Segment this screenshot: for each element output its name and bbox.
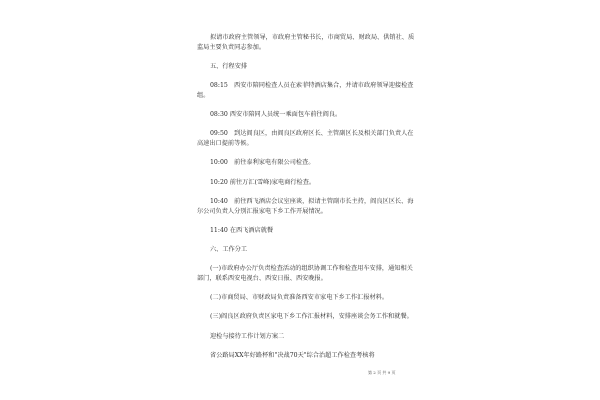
page-indicator: 第 2 页 共 9 页 (368, 370, 396, 375)
itinerary-item: 10:40 前往西飞酒店会议室座谈，拟请主管副市长主持，阎良区区长、海尔公司负责人分别汇报家电下乡工作开展情况。 (197, 197, 414, 215)
division-item: (一)市政府办公厅负责检查活动的组织协调工作和检查用车安排，通知相关部门，联系西安电视台、西安日报、西安晚报。 (197, 265, 413, 283)
paragraph-attendees: 拟请市政府主管领导，市政府主管秘书长，市商贸局、财政局、供销社、质监局主要负责同志参加。 (197, 34, 415, 51)
itinerary-item: 08:30 西安市陪同人员统一乘面包车前往阎良。 (210, 110, 342, 118)
itinerary-item: 10:20 前往万汇(雪峰)家电商行检查。 (210, 178, 316, 186)
document-body (197, 33, 417, 370)
plan-intro: 省公路局XX年好路杯和"决战70天"综合治超工作检查考核将 (210, 352, 375, 360)
section-heading-division: 六、工作分工 (210, 246, 248, 254)
division-item: (二)市商贸局、市财政局负责准备西安市家电下乡工作汇报材料。 (210, 294, 389, 302)
itinerary-item: 08:15 西安市陪同检查人员在索菲特酒店集合，并请市政府领导迎接检查组。 (197, 82, 414, 99)
section-heading-itinerary: 五、行程安排 (210, 62, 248, 70)
itinerary-item: 10:00 前往泰利家电有限公司检查。 (210, 159, 315, 167)
itinerary-item: 09:50 到达阎良区，由阎良区政府区长、主管副区长及相关部门负责人在高速出口提前等候。 (197, 130, 414, 147)
plan-title: 迎检与接待工作计划方案二 (210, 332, 285, 340)
itinerary-item: 11:40 在西飞酒店就餐 (210, 226, 274, 234)
division-item: (三)阎良区政府负责区家电下乡工作汇报材料，安排座谈会务工作和就餐。 (210, 313, 413, 321)
